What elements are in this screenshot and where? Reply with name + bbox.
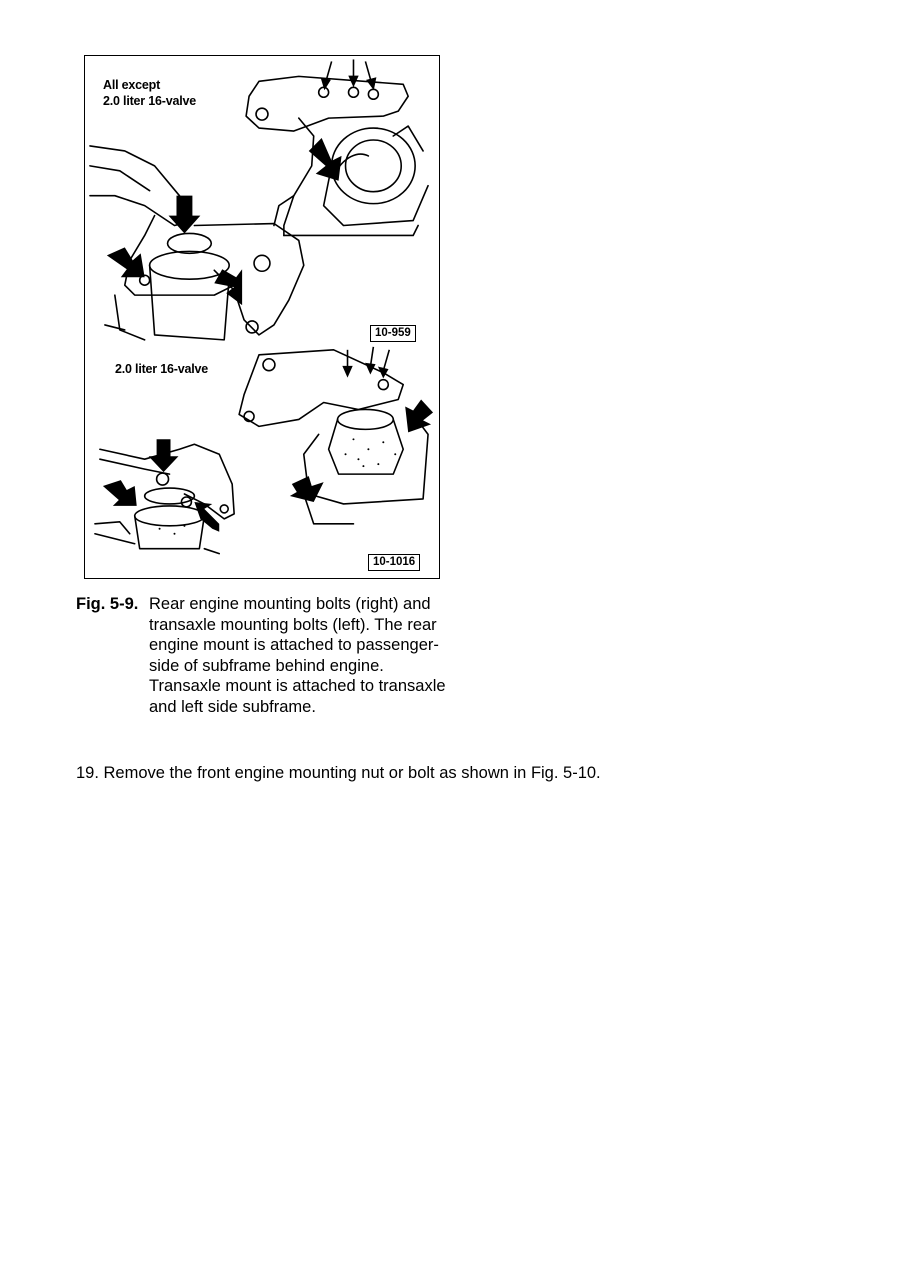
figure-code-top: 10-959 [370,325,416,342]
rubber-texture [159,438,397,534]
rear-mount-drawing [246,76,428,235]
engine-mount-illustration [85,56,439,578]
label-16-valve: 2.0 liter 16-valve [115,362,208,376]
arrow-transaxle-left-bolt [107,247,145,277]
arrow-transaxle-center-bolt [169,196,201,234]
transaxle-mount-drawing-top [90,146,304,340]
figure-code-bottom: 10-1016 [368,554,420,571]
figure-caption-text: Rear engine mounting bolts (right) and transaxle mounting bolts (left). The rear engine mount is attached to passenger-side of subframe behind engine. Transaxle mount is attached to transaxle and left side subframe. [149,595,446,716]
step-19-text: 19. Remove the front engine mounting nut or bolt as shown in Fig. 5-10. [76,764,601,782]
arrow-16v-mount-lower [290,476,324,502]
label-all-except [103,77,196,109]
arrow-16v-transaxle-left [103,480,137,506]
arrow-16v-transaxle-top [149,439,179,472]
arrow-16v-mount-side [405,400,433,433]
label-all-except-line1: All except [103,78,161,92]
label-all-except-line2: 2.0 liter 16-valve [103,94,196,108]
arrow-16v-transaxle-right [194,502,219,532]
figure-5-9 [84,55,440,579]
figure-caption-label: Fig. 5-9. [76,595,139,613]
rear-mount-drawing-16v [239,350,428,524]
